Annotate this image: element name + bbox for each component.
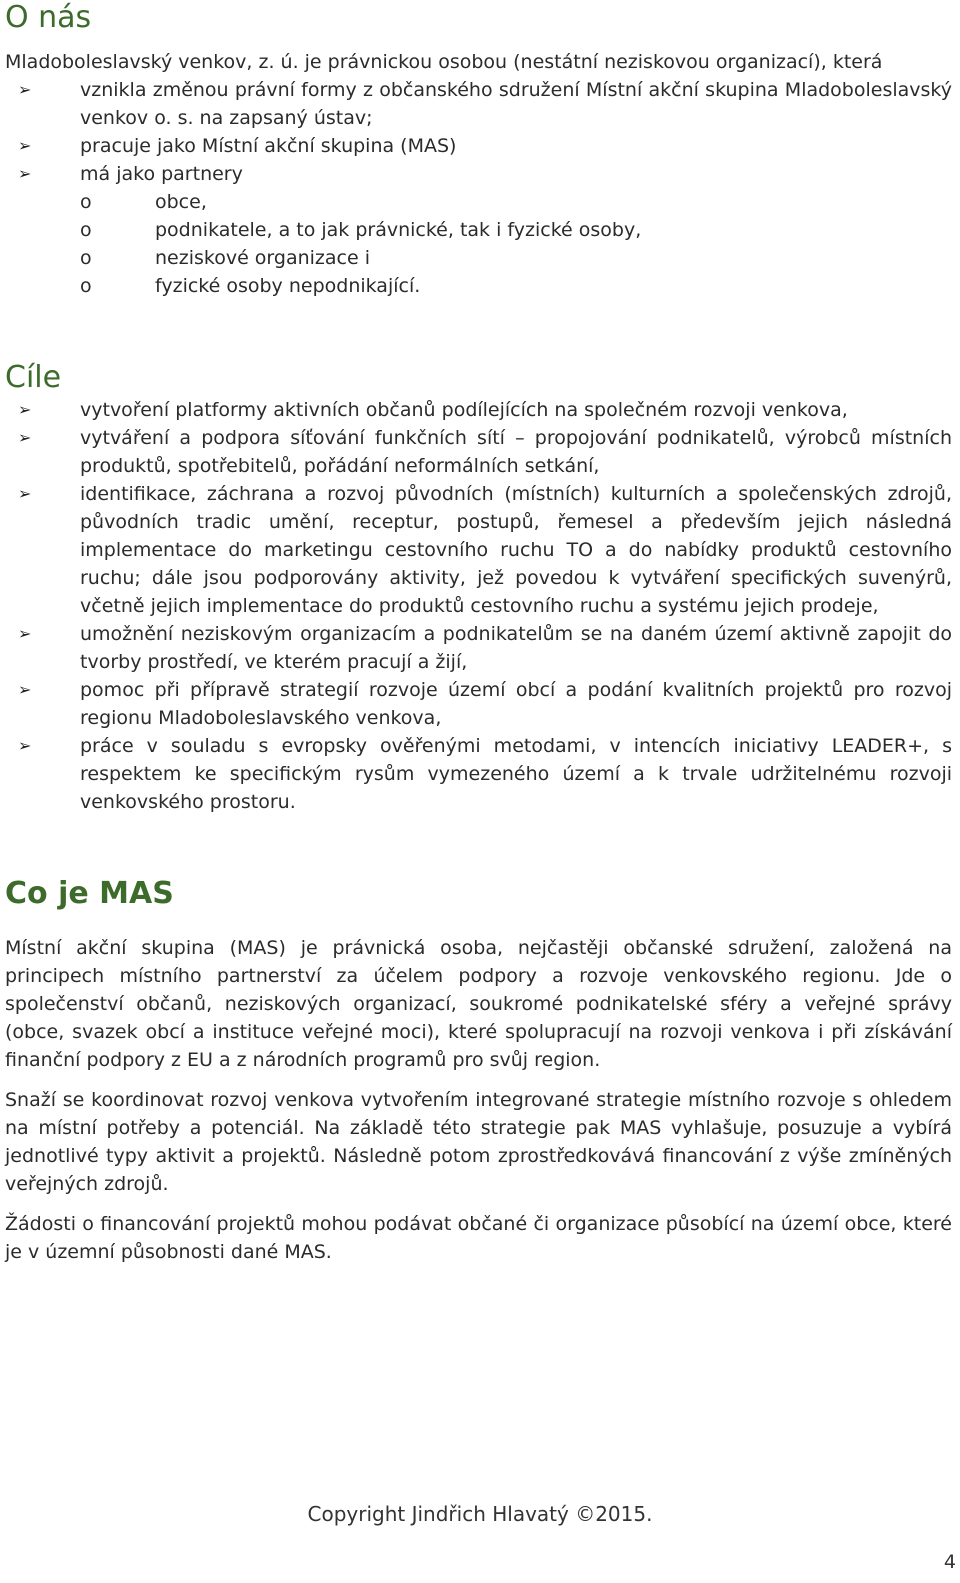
arrow-bullet-icon: ➢: [18, 680, 32, 699]
footer-copyright: Copyright Jindřich Hlavatý ©2015.: [307, 1502, 653, 1526]
mas-description: [5, 934, 952, 1266]
arrow-bullet-icon: ➢: [18, 136, 32, 155]
section-title-goals: Cíle: [5, 360, 62, 395]
list-item: ➢ vytvoření platformy aktivních občanů podílejících na společném rozvoji venkova,: [5, 396, 952, 424]
list-item: ➢ práce v souladu s evropsky ověřenými metodami, v intencích iniciativy LEADER+, s respektem ke specifickým rysům vymezeného území a k trvale udržitelnému rozvoji venkovského prostoru.: [5, 732, 952, 816]
mas-paragraph: Místní akční skupina (MAS) je právnická osoba, nejčastěji občanské sdružení, založená na principech místního partnerství za účelem podpory a rozvoje venkovského regionu. Jde o společenství občanů, neziskových organizací, soukromé podnikatelské sféry a veřejné správy (obce, svazek obcí a instituce veřejné moci), které spolupracují na rozvoji venkova i při získávání finanční podpory z EU a z národních programů pro svůj region.: [5, 937, 952, 1071]
list-item: ➢ vytváření a podpora síťování funkčních sítí – propojování podnikatelů, výrobců místních produktů, spotřebitelů, pořádání neformálních setkání,: [5, 424, 952, 480]
list-item: ➢ identifikace, záchrana a rozvoj původních (místních) kulturních a společenských zdrojů, původních tradic umění, receptur, postupů, řemesel a především jejich následná implementace do marketingu cestovního ruchu TO a do nabídky produktů cestovního ruchu; dále jsou podporovány aktivity, jež povedou k vytváření specifických suvenýrů, včetně jejich implementace do produktů cestovního ruchu a systému jejich prodeje,: [5, 480, 952, 620]
circle-bullet-icon: o: [80, 219, 92, 241]
section-title-about: O nás: [5, 0, 92, 35]
arrow-bullet-icon: ➢: [18, 484, 32, 503]
list-item: o fyzické osoby nepodnikající.: [5, 272, 952, 300]
list-item: ➢ vznikla změnou právní formy z občanského sdružení Místní akční skupina Mladoboleslavský venkov o. s. na zapsaný ústav;: [5, 76, 952, 132]
arrow-bullet-icon: ➢: [18, 624, 32, 643]
list-item: o obce,: [5, 188, 952, 216]
list-item: ➢ pomoc při přípravě strategií rozvoje území obcí a podání kvalitních projektů pro rozvoj regionu Mladoboleslavského venkova,: [5, 676, 952, 732]
section-title-mas: Co je MAS: [5, 876, 174, 911]
arrow-bullet-icon: ➢: [18, 428, 32, 447]
arrow-bullet-icon: ➢: [18, 80, 32, 99]
circle-bullet-icon: o: [80, 191, 92, 213]
arrow-bullet-icon: ➢: [18, 736, 32, 755]
list-item: ➢ pracuje jako Místní akční skupina (MAS): [5, 132, 952, 160]
circle-bullet-icon: o: [80, 275, 92, 297]
list-item: o neziskové organizace i: [5, 244, 952, 272]
arrow-bullet-icon: ➢: [18, 400, 32, 419]
about-intro: Mladoboleslavský venkov, z. ú. je právnickou osobou (nestátní neziskovou organizací), která: [5, 51, 883, 73]
page-number: 4: [943, 1551, 956, 1573]
list-item: ➢ umožnění neziskovým organizacím a podnikatelům se na daném území aktivně zapojit do tvorby prostředí, ve kterém pracují a žijí,: [5, 620, 952, 676]
partners-list: [5, 188, 952, 300]
document-page: [5, 0, 952, 1266]
mas-paragraph: Žádosti o financování projektů mohou podávat občané či organizace působící na území obce, které je v územní působnosti dané MAS.: [5, 1213, 952, 1263]
list-item: ➢ má jako partnery o obce, o podnikatele, a to jak právnické, tak i fyzické osoby, o neziskové organizace i o fyzické osoby nepodnikající.: [5, 160, 952, 300]
circle-bullet-icon: o: [80, 247, 92, 269]
list-item: o podnikatele, a to jak právnické, tak i fyzické osoby,: [5, 216, 952, 244]
goals-list: [5, 396, 952, 816]
mas-paragraph: Snaží se koordinovat rozvoj venkova vytvořením integrované strategie místního rozvoje s ohledem na místní potřeby a potenciál. Na základě této strategie pak MAS vyhlašuje, posuzuje a vybírá jednotlivé typy aktivit a projektů. Následně potom zprostředkovává financování z výše zmíněných veřejných zdrojů.: [5, 1089, 952, 1195]
about-list: [5, 76, 952, 300]
arrow-bullet-icon: ➢: [18, 164, 32, 183]
